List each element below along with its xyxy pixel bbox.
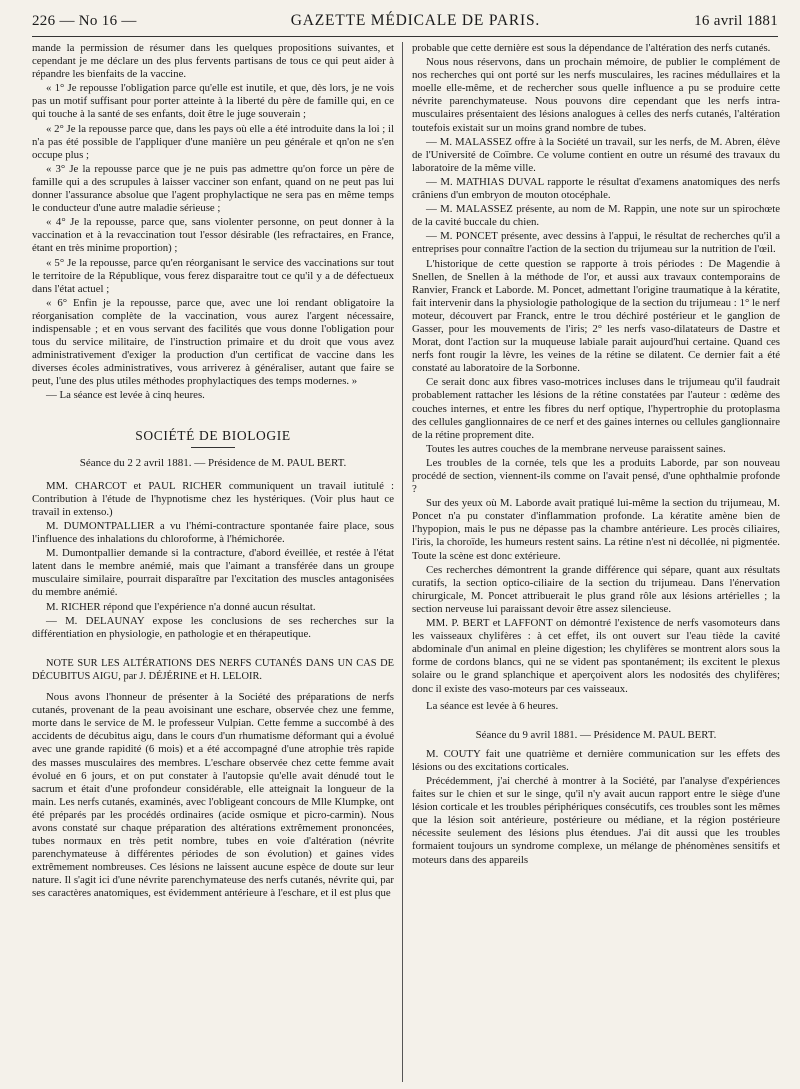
paragraph: mande la permission de résumer dans les quelques propositions suivantes, et cependant je me déclare un des plus fervents partisans de tous ce qui peut aider à répandre les bienfaits de la vaccine. (32, 42, 394, 81)
paragraph: — La séance est levée à cinq heures. (46, 389, 205, 402)
journal-title: GAZETTE MÉDICALE DE PARIS. (290, 12, 541, 29)
paragraph: Précédemment, j'ai cherché à montrer à la Société, par l'analyse d'expériences faites sur le chien et sur le singe, qu'il n'y avait aucun rapport entre le siège d'une lésion corticale et les troubles périphériques consécutifs, ces troubles sont les mêmes que la lésion soit antérieure, postérieure ou médiane, et la région postérieure nécessite seulement des lésions plus étendues. J'ai dit aussi que les troubles formaient toujours un syndrome complexe, un mélange de phénomènes sensitifs et moteurs dans des appareils (412, 774, 780, 866)
left-top-paragraphs (32, 42, 394, 403)
paragraph: « 1° Je repousse l'obligation parce qu'elle est inutile, et que, dès lors, je ne vois pas un motif suffisant pour porter atteinte à la liberté du père de famille qui, en ce qui touche à la santé de ses enfants, doit être le juge souverain ; (32, 82, 394, 121)
paragraph: MM. P. BERT et LAFFONT on démontré l'existence de nerfs vasomoteurs dans les vaisseaux chylifères : à cet effet, ils ont ouvert sur l'eau tiède la cavité abdominale d'un animal en pleine digestion; les chylifères se montrent alors sous la forme de cordons blancs, qui ne se vident pas spontanément; ils excitent le plexus solaire ou le grand splanchique et aperçoivent alors les nodosités des chylifères; donc il existe des vaso-moteurs par ces vaisseaux. (412, 617, 780, 695)
section-title: SOCIÉTÉ DE BIOLOGIE (135, 427, 291, 443)
left-column (32, 42, 394, 1082)
paragraph: — M. DELAUNAY expose les conclusions de ses recherches sur la différentiation en physiologie, en pathologie et en thérapeutique. (32, 614, 394, 640)
paragraph: — M. PONCET présente, avec dessins à l'appui, le résultat de recherches qu'il a entreprises pour connaître l'action de la section du trijumeau sur la nutrition de l'œil. (412, 230, 780, 256)
paragraph: — M. MALASSEZ présente, au nom de M. Rappin, une note sur un spirochœte de la cavité buccale du chien. (412, 203, 780, 229)
paragraph: Nous nous réservons, dans un prochain mémoire, de publier le complément de nos recherches qui ont porté sur les nerfs musculaires, les racines médullaires et la moelle elle-même, et de rechercher sous quelle influence a pu se produire cette névrite parenchymateuse. Nous pouvons dire cependant que les nerfs intra-musculaires présentaient des lésions analogues à celles des nerfs cutanés, l'altération toutefois existait sur un moins grand nombre de tubes. (412, 56, 780, 134)
paragraph: M. RICHER répond que l'expérience n'a donné aucun résultat. (46, 600, 316, 613)
paragraph: — M. MALASSEZ offre à la Société un travail, sur les nerfs, de M. Abren, élève de l'Université de Coïmbre. Ce volume contient en outre un résumé des travaux du laboratoire de la même ville. (412, 135, 780, 174)
column-divider (402, 42, 403, 1082)
left-mid-paragraphs (32, 480, 394, 641)
section-divider (191, 447, 235, 448)
left-bottom-paragraphs (32, 691, 394, 901)
paragraph: M. DUMONTPALLIER a vu l'hémi-contracture spontanée faire place, sous l'influence des inhalations du chloroforme, à l'hémichorée. (32, 520, 394, 546)
session-heading-2: Séance du 9 avril 1881. — Présidence M. PAUL BERT. (475, 728, 717, 741)
paragraph: Ces recherches démontrent la grande différence qui sépare, quant aux résultats curatifs, la section optico-ciliaire de la section du trijumeau. Dans l'énervation chirurgicale, M. Poncet attribuerait le plus grand rôle aux lésions artérielles ; la section nerveuse lui paraissant devoir être assez silencieuse. (412, 563, 780, 615)
issue-date: 16 avril 1881 (694, 13, 778, 29)
paragraph: « 4° Je la repousse, parce que, sans violenter personne, on peut donner à la vaccination et à la revaccination tout l'essor désirable (les refractaires, en France, étant en très minime proportion) ; (32, 216, 394, 255)
paragraph: M. COUTY fait une quatrième et dernière communication sur les effets des lésions ou des excitations corticales. (412, 747, 780, 773)
page-number: 226 — No 16 — (32, 13, 137, 29)
closing-line: La séance est levée à 6 heures. (426, 699, 559, 712)
note-title: NOTE SUR LES ALTÉRATIONS DES NERFS CUTANÉS DANS UN CAS DE DÉCUBITUS AIGU, par J. DÉJÉRINE et H. LELOIR. (32, 657, 394, 682)
page-header (32, 12, 778, 37)
right-column (412, 42, 780, 1082)
paragraph: M. Dumontpallier demande si la contracture, d'abord éveillée, et restée à l'état latent dans le membre anémié, mais que l'aimant a transférée dans un groupe musculaire similaire, pourrait disparaître par l'excitation des muscles antagonisées du membre anémié. (32, 547, 394, 599)
paragraph: Ce serait donc aux fibres vaso-motrices incluses dans le trijumeau qu'il faudrait probablement rattacher les lésions de la rétine constatées par l'auteur : œdème des couches internes, et entre les fibres du nerf optique, l'hypertrophie du protoplasma des cellules ganglionnaires de ce nerf et des gaines internes ou cellules ganglionnaire de la rétine proprement dite. (412, 376, 780, 441)
paragraph: Toutes les autres couches de la membrane nerveuse paraissent saines. (426, 442, 726, 455)
paragraph: — M. MATHIAS DUVAL rapporte le résultat d'examens anatomiques des nerfs crâniens d'un embryon de mouton otocéphale. (412, 175, 780, 202)
paragraph: « 5° Je la repousse, parce qu'en réorganisant le service des vaccinations sur tout le territoire de la République, vous ferez disparaitre tout ce qu'il y a de défectueux dans l'état actuel ; (32, 256, 394, 295)
right-top-paragraphs (412, 42, 780, 696)
paragraph: « 6° Enfin je la repousse, parce que, avec une loi rendant obligatoire la réorganisation complète de la vaccination, vous aurez l'argent nécessaire, indispensable ; et en vous servant des facilités que vous donne l'obligation pour tous du service militaire, de l'instruction primaire et du droit que vous avez administrativement d'exiger la production d'un certificat de vaccine dans les diverses écoles administratives, vous arriverez à généraliser, autant que faire se peut, l'une des plus utiles méthodes prophylactiques des temps modernes. » (32, 296, 394, 388)
paragraph: Nous avons l'honneur de présenter à la Société des préparations de nerfs cutanés, provenant de la peau avoisinant une eschare, observée chez une femme, morte dans le service de M. le professeur Vulpian. Cette femme a succombé à des accidents de décubitus aigu, dans le cours d'un rhumatisme déformant qui a évolué avec une grande rapidité (6 mois) et a été accompagné d'une atrophie très rapide des masses musculaires des membres. L'eschare observée chez cette femme avait évolué en 6 jours, et on put constater à l'autopsie qu'elle avait dénudé tout le sacrum et était d'une profondeur considérable, elle atteignait la longueur de la main. Les nerfs cutanés, examinés, avec l'obligeant concours de Mlle Klumpke, ont été préparés par les procédés ordinaires (acide osmique et picro-carmin). Nous avons constaté sur chaque préparation des altérations extrêmement prononcées, tubes normaux en très petit nombre, tubes en voie d'altération (névrite parenchymateuse à différentes périodes de son évolution) et gaines vides extrêmement nombreuses. Ces lésions ne laissent aucune espèce de doute sur leur nature. Il s'agit ici d'une névrite parenchymateuse des nerfs cutanés, névrite qui, par ses caractères anatomiques, est évidemment antérieure à l'eschare, et il est plus que (32, 691, 394, 900)
paragraph: probable que cette dernière est sous la dépendance de l'altération des nerfs cutanés. (412, 42, 771, 54)
session-heading: Séance du 2 2 avril 1881. — Présidence de M. PAUL BERT. (79, 456, 347, 469)
paragraph: MM. CHARCOT et PAUL RICHER communiquent un travail iutitulé : Contribution à l'étude de l'hypnotisme chez les hystériques. (Voir plus haut ce travail in extenso.) (32, 479, 394, 518)
paragraph: Sur des yeux où M. Laborde avait pratiqué lui-même la section du trijumeau, M. Poncet n'a pu constater d'inflammation profonde. La kératite amène bien de l'hypopion, mais le pus ne dépasse pas la chambre antérieure. Les procès ciliaires, l'iris, la choroïde, les humeurs restent sains. La rétine n'est ni décollée, ni pigmentée. Toute la scène est donc extérieure. (412, 497, 780, 562)
paragraph: « 2° Je la repousse parce que, dans les pays où elle a été introduite dans la loi ; il n'a pas été possible de l'appliquer d'une manière un peu générale et qn'on ne s'en occupe plus ; (32, 122, 394, 161)
paragraph: L'historique de cette question se rapporte à trois périodes : De Magendie à Snellen, de Snellen à la méthode de l'or, et aussi aux travaux contemporains de Ranvier, Franck et Laborde. M. Poncet, admettant l'origine traumatique à la kératite, fait intervenir dans la physiologie pathologique de la section du trijumeau : 1° le nerf moteur, découvert par Franck, entre le trou déchiré postérieur et le ganglion de Gasser, pour les mouvements de l'iris; 2° les nerfs vaso-dilatateurs de Dastre et Morat, dont l'action sur la muqueuse labiale parait aujourd'hui certaine. Quand ces nerfs font rougir la lèvre, les veines de la rétine se dilatent. Ce dernier fait a été constaté au laboratoire de la Sorbonne. (412, 257, 780, 375)
paragraph: « 3° Je la repousse parce que je ne puis pas admettre qu'on force un père de famille qui a des scrupules à laisser vacciner son enfant, quand on ne peut pas lui donner l'assurance absolue que l'agent prophylactique ne sera pas en même temps le conducteur d'une autre maladie sérieuse ; (32, 162, 394, 215)
right-bottom-paragraphs (412, 748, 780, 867)
paragraph: Les troubles de la cornée, tels que les a produits Laborde, par son nouveau procédé de section, viennent-ils comme on l'avait pensé, d'une ophthalmie profonde ? (412, 456, 780, 496)
